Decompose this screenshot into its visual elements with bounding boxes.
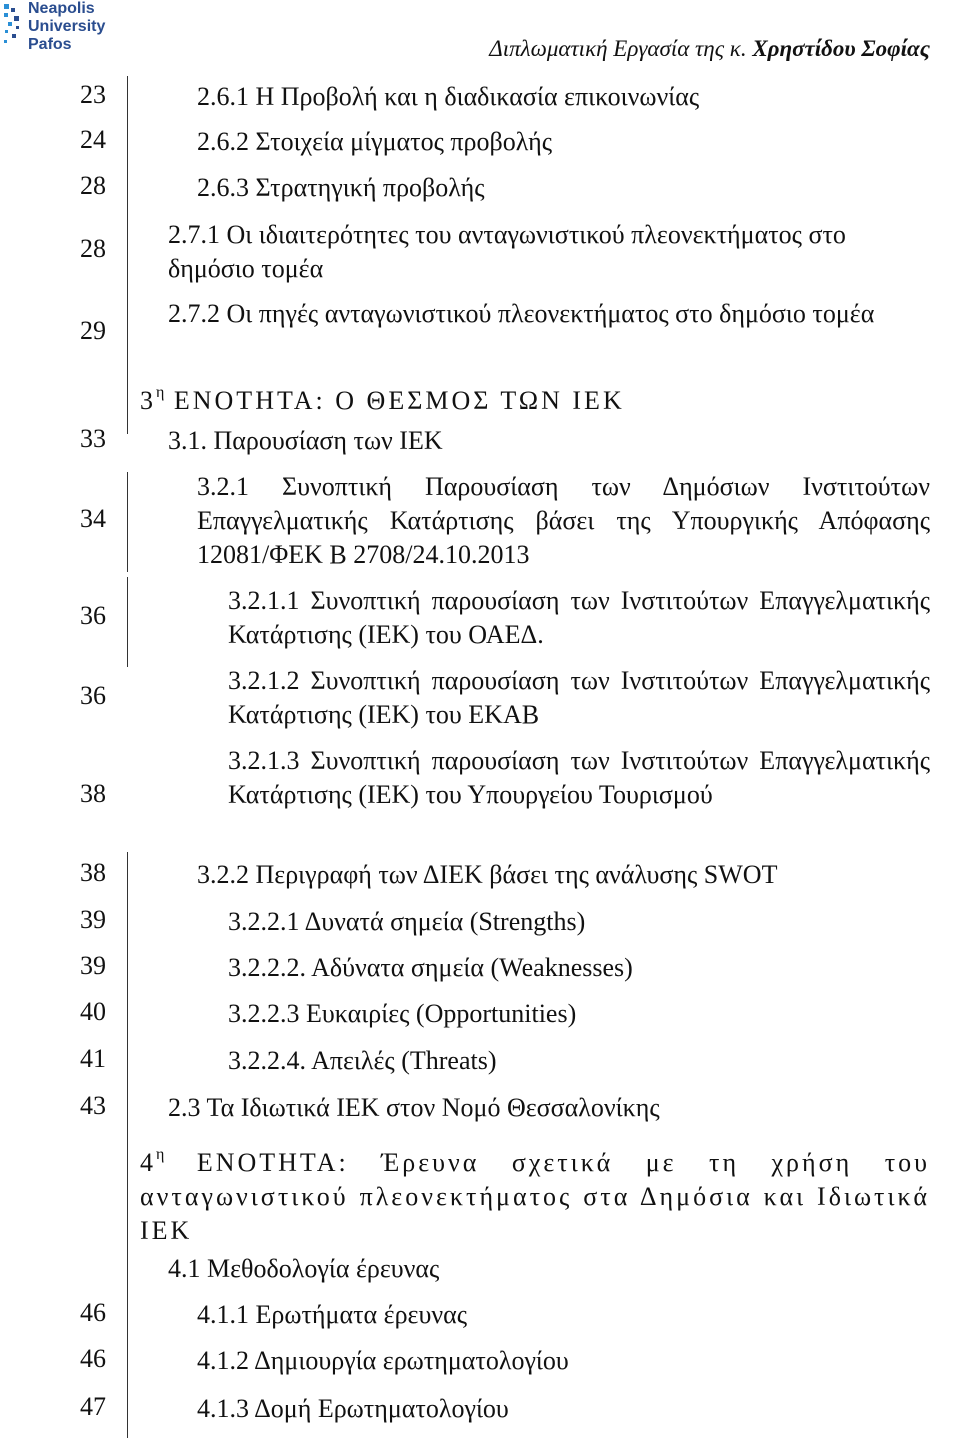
university-logo (0, 0, 130, 70)
section-title: ΕΝΟΤΗΤΑ: Έρευνα σχετικά με τη χρήση του ανταγωνιστικού πλεονεκτήματος στα Δημόσια και Ιδιωτικά ΙΕΚ (140, 1148, 931, 1245)
toc-entry-text[interactable]: 3.2.2.4. Απειλές (Threats) (228, 1046, 497, 1075)
toc-section-heading[interactable] (140, 376, 930, 418)
toc-page-number: 46 (80, 1298, 106, 1327)
toc-page-number: 38 (80, 779, 106, 808)
toc-page-number: 41 (80, 1044, 106, 1073)
toc-page-number: 23 (80, 80, 106, 109)
toc-page-number: 33 (80, 424, 106, 453)
toc-page-number: 40 (80, 997, 106, 1026)
toc-page-number: 28 (80, 234, 106, 263)
toc-page-number: 39 (80, 951, 106, 980)
toc-entry-text[interactable]: 2.7.2 Οι πηγές ανταγωνιστικού πλεονεκτήματος στο δημόσιο τομέα (168, 299, 875, 328)
toc-entry-text[interactable]: 2.6.2 Στοιχεία μίγματος προβολής (197, 127, 553, 156)
toc-page-number: 46 (80, 1344, 106, 1373)
toc-entry-text[interactable]: 4.1.1 Ερωτήματα έρευνας (197, 1300, 468, 1329)
section-ordinal-suffix: η (156, 384, 165, 401)
toc-divider (127, 852, 128, 1438)
section-number: 4 (140, 1148, 156, 1177)
toc-entry-text[interactable]: 3.2.2 Περιγραφή των ΔΙΕΚ βάσει της ανάλυσης SWOT (197, 860, 778, 889)
toc-page-number: 28 (80, 171, 106, 200)
toc-entry-text[interactable]: 2.6.3 Στρατηγική προβολής (197, 173, 485, 202)
toc-entry-text[interactable]: 3.2.1.3 Συνοπτική παρουσίαση των Ινστιτούτων Επαγγελματικής Κατάρτισης (ΙΕΚ) του Υπουργείου Τουρισμού (228, 746, 930, 809)
logo-line-2: University (28, 18, 106, 35)
logo-line-1: Neapolis (28, 0, 95, 17)
toc-page-number: 38 (80, 858, 106, 887)
toc-page-number: 47 (80, 1392, 106, 1421)
toc-entry-text[interactable]: 3.2.2.3 Ευκαιρίες (Opportunities) (228, 999, 577, 1028)
toc-page-number: 34 (80, 504, 106, 533)
toc-entry-text[interactable]: 3.2.1 Συνοπτική Παρουσίαση των Δημόσιων Ινστιτούτων Επαγγελματικής Κατάρτισης βάσει της Υπουργικής Απόφασης 12081/ΦΕΚ Β 2708/24.10.2013 (197, 472, 930, 569)
toc-entry-text[interactable]: 2.7.1 Οι ιδιαιτερότητες του ανταγωνιστικού πλεονεκτήματος στο δημόσιο τομέα (168, 220, 846, 283)
toc-divider (127, 76, 128, 434)
toc-entry-text[interactable]: 3.2.1.1 Συνοπτική παρουσίαση των Ινστιτούτων Επαγγελματικής Κατάρτισης (ΙΕΚ) του ΟΑΕΔ. (228, 586, 930, 649)
toc-page-number: 36 (80, 681, 106, 710)
toc-entry-text[interactable]: 2.6.1 Η Προβολή και η διαδικασία επικοινωνίας (197, 82, 700, 111)
section-title: ΕΝΟΤΗΤΑ: Ο ΘΕΣΜΟΣ ΤΩΝ ΙΕΚ (173, 386, 625, 415)
logo-mark-icon (0, 0, 26, 60)
toc-entry-text[interactable]: 3.2.2.2. Αδύνατα σημεία (Weaknesses) (228, 953, 633, 982)
toc-entry-text[interactable]: 4.1.3 Δομή Ερωτηματολογίου (197, 1394, 509, 1423)
toc-page-number: 43 (80, 1091, 106, 1120)
toc-page-number: 24 (80, 125, 106, 154)
toc-divider (127, 577, 128, 667)
toc-page-number: 39 (80, 905, 106, 934)
header-author-name: Χρηστίδου Σοφίας (752, 36, 930, 61)
toc-entry-text[interactable]: 3.2.1.2 Συνοπτική παρουσίαση των Ινστιτούτων Επαγγελματικής Κατάρτισης (ΙΕΚ) του ΕΚΑΒ (228, 666, 930, 729)
toc-entry-text[interactable]: 3.2.2.1 Δυνατά σημεία (Strengths) (228, 907, 586, 936)
section-ordinal-suffix: η (156, 1146, 165, 1163)
header-title-prefix: Διπλωματική Εργασία της κ. (489, 36, 747, 61)
logo-line-3: Pafos (28, 36, 72, 53)
toc-entry-text[interactable]: 4.1.2 Δημιουργία ερωτηματολογίου (197, 1346, 569, 1375)
section-number: 3 (140, 386, 156, 415)
document-header-title (489, 36, 930, 62)
toc-entry-text[interactable]: 3.1. Παρουσίαση των ΙΕΚ (168, 426, 443, 455)
toc-entry-text[interactable]: 4.1 Μεθοδολογία έρευνας (168, 1254, 440, 1283)
toc-page-number: 29 (80, 316, 106, 345)
toc-divider (127, 472, 128, 572)
toc-entry-text[interactable]: 2.3 Τα Ιδιωτικά ΙΕΚ στον Νομό Θεσσαλονίκης (168, 1093, 660, 1122)
toc-page-number: 36 (80, 601, 106, 630)
toc-section-heading[interactable] (140, 1138, 930, 1248)
